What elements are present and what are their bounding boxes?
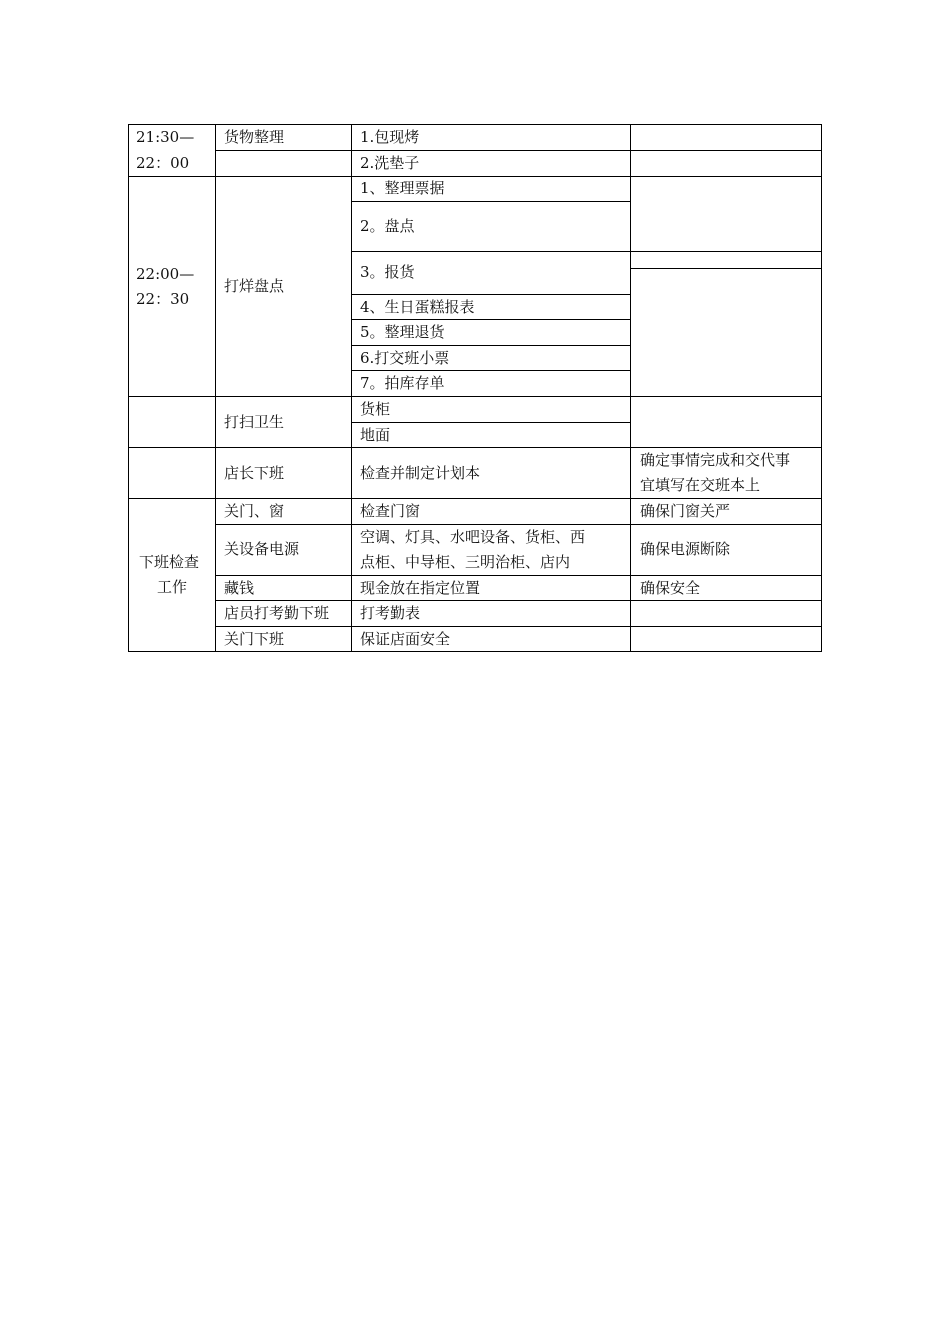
task-note: 宜填写在交班本上: [640, 476, 761, 494]
row-divider: [128, 176, 822, 177]
task-item: 货柜: [360, 400, 391, 418]
row-divider: [630, 268, 822, 269]
task-note: 确保门窗关严: [640, 502, 731, 520]
task-item: 1.包现烤: [360, 128, 420, 146]
table-border-left: [128, 124, 129, 652]
task-name: 店员打考勤下班: [224, 604, 330, 622]
task-note: 确保安全: [640, 579, 701, 597]
task-detail: 检查门窗: [360, 502, 421, 520]
column-divider: [215, 124, 216, 652]
task-name: 关门、窗: [224, 502, 285, 520]
task-name: 藏钱: [224, 579, 255, 597]
task-detail: 检查并制定计划本: [360, 464, 481, 482]
task-item: 2.洗垫子: [360, 154, 420, 172]
column-divider: [351, 124, 352, 652]
task-item: 1、整理票据: [360, 179, 445, 197]
time-slot-start: 22:00—: [136, 265, 195, 283]
task-name: 打扫卫生: [224, 413, 285, 431]
task-detail: 空调、灯具、水吧设备、货柜、西: [360, 528, 586, 546]
column-divider: [630, 124, 631, 652]
task-name: 货物整理: [224, 128, 285, 146]
task-note: 确定事情完成和交代事: [640, 451, 791, 469]
task-name: 关门下班: [224, 630, 285, 648]
row-divider: [351, 422, 631, 423]
task-item: 5。整理退货: [360, 323, 445, 341]
row-divider: [215, 626, 822, 627]
task-detail: 点柜、中导柜、三明治柜、店内: [360, 553, 571, 571]
time-slot-end: 22：00: [136, 154, 190, 172]
task-detail: 现金放在指定位置: [360, 579, 481, 597]
row-divider: [351, 251, 822, 252]
category-label: 下班检查: [139, 553, 200, 571]
row-divider: [351, 201, 631, 202]
task-item: 4、生日蛋糕报表: [360, 298, 475, 316]
task-name: 关设备电源: [224, 540, 300, 558]
task-detail: 打考勤表: [360, 604, 421, 622]
task-note: 确保电源断除: [640, 540, 731, 558]
time-slot-end: 22：30: [136, 290, 190, 308]
task-item: 地面: [360, 426, 391, 444]
task-item: 3。报货: [360, 263, 415, 281]
category-label: 工作: [157, 578, 188, 596]
row-divider: [128, 396, 822, 397]
task-detail: 保证店面安全: [360, 630, 451, 648]
task-item: 2。盘点: [360, 217, 415, 235]
row-divider: [215, 575, 822, 576]
table-border-right: [821, 124, 822, 652]
time-slot-start: 21:30—: [136, 128, 195, 146]
row-divider: [215, 150, 822, 151]
task-name: 店长下班: [224, 464, 285, 482]
task-name: 打烊盘点: [224, 277, 285, 295]
task-item: 7。拍库存单: [360, 374, 445, 392]
task-item: 6.打交班小票: [360, 349, 450, 367]
